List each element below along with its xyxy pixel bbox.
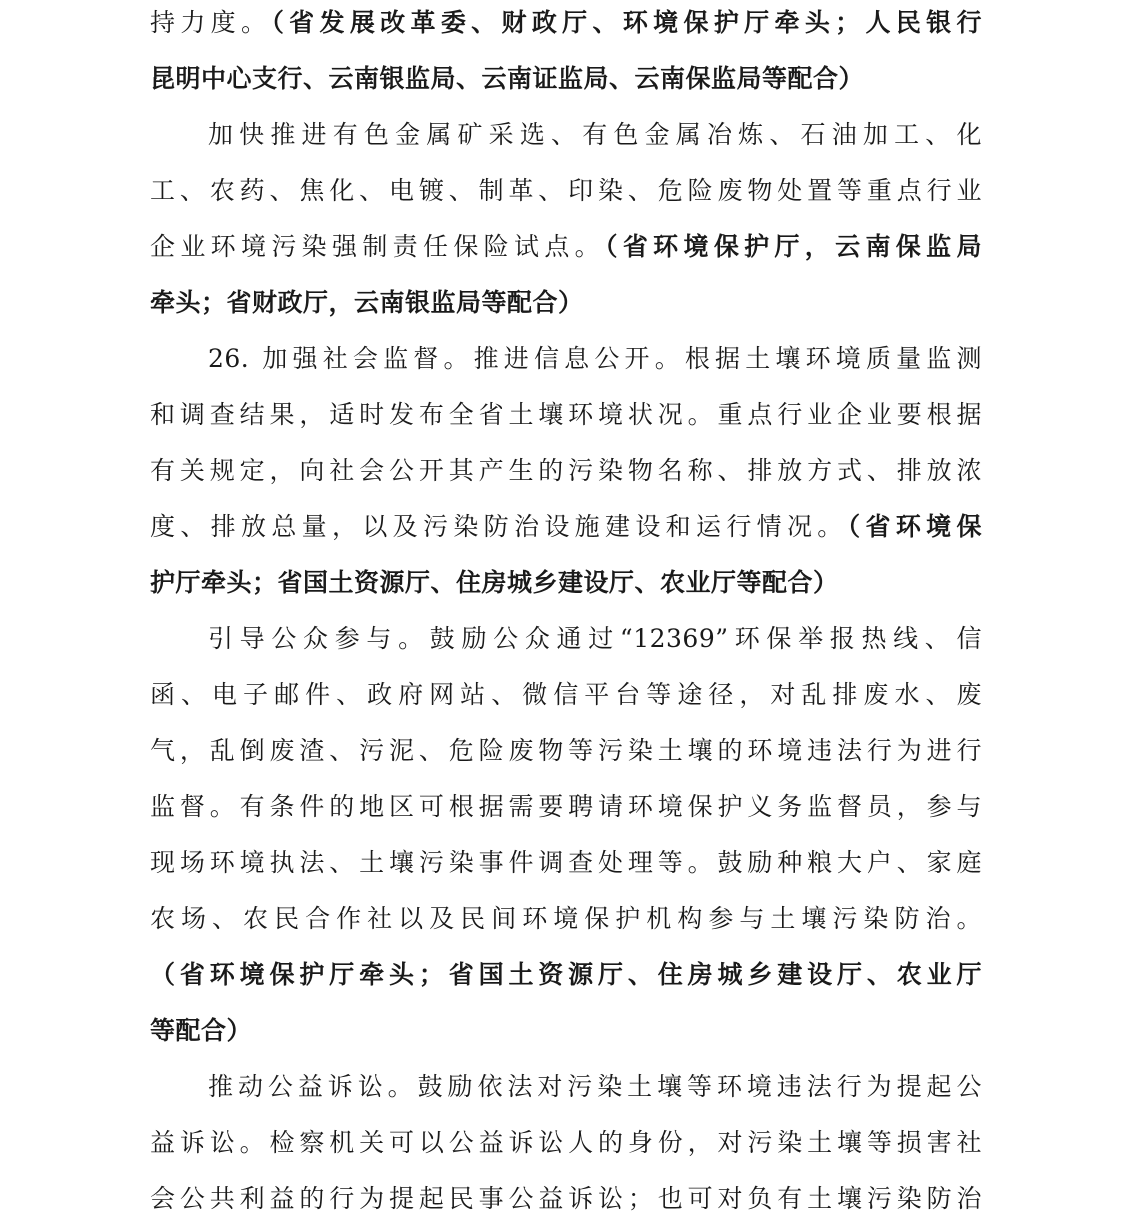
text-line (150, 1179, 982, 1219)
text-line (150, 955, 982, 995)
text-run: 引导公众参与。鼓励公众通过“12369”环保举报热线、信 (208, 624, 982, 653)
text-run: 气，乱倒废渣、污泥、危险废物等污染土壤的环境违法行为进行 (150, 736, 982, 765)
text-line (150, 227, 982, 267)
text-line (150, 675, 982, 715)
text-run-bold: （省环境保护厅牵头；省国土资源厅、住房城乡建设厅、农业厅 (150, 960, 982, 989)
text-line (150, 451, 982, 491)
text-line (150, 395, 982, 435)
paragraph-first-line (150, 115, 982, 155)
text-line (150, 731, 982, 771)
text-run: 农场、农民合作社以及民间环境保护机构参与土壤污染防治。 (150, 904, 982, 933)
text-run: 监督。有条件的地区可根据需要聘请环境保护义务监督员，参与 (150, 792, 982, 821)
text-run: 函、电子邮件、政府网站、微信平台等途径，对乱排废水、废 (150, 680, 982, 709)
text-run: 会公共利益的行为提起民事公益诉讼；也可对负有土壤污染防治 (150, 1184, 982, 1213)
text-run: 工、农药、焦化、电镀、制革、印染、危险废物处置等重点行业 (150, 176, 982, 205)
paragraph-first-line (150, 619, 982, 659)
text-line (150, 283, 982, 323)
text-line (150, 3, 982, 43)
text-run-bold: （省环境保 (847, 512, 982, 541)
text-line (150, 563, 982, 603)
paragraph-first-line (150, 1067, 982, 1107)
text-line (150, 1123, 982, 1163)
text-line (150, 59, 982, 99)
text-line (150, 843, 982, 883)
text-run: 有关规定，向社会公开其产生的污染物名称、排放方式、排放浓 (150, 456, 982, 485)
text-run: 现场环境执法、土壤污染事件调查处理等。鼓励种粮大户、家庭 (150, 848, 982, 877)
text-line (150, 787, 982, 827)
text-line (150, 1011, 982, 1051)
text-run: 度、排放总量，以及污染防治设施建设和运行情况。 (150, 512, 848, 541)
text-run-bold: （省环境保护厅，云南保监局 (604, 232, 982, 261)
text-run: 企业环境污染强制责任保险试点。 (150, 232, 605, 261)
text-line (150, 899, 982, 939)
paragraph-first-line (150, 339, 982, 379)
text-run: 推动公益诉讼。鼓励依法对污染土壤等环境违法行为提起公 (208, 1072, 982, 1101)
text-line (150, 507, 982, 547)
text-run-bold: （省发展改革委、财政厅、环境保护厅牵头；人民银行 (271, 8, 982, 37)
text-run: 加快推进有色金属矿采选、有色金属冶炼、石油加工、化 (208, 120, 982, 149)
text-run: 益诉讼。检察机关可以公益诉讼人的身份，对污染土壤等损害社 (150, 1128, 982, 1157)
text-run-bold: 等配合） (150, 1016, 253, 1045)
text-run: 持力度。 (150, 8, 272, 37)
text-line (150, 171, 982, 211)
text-run-bold: 牵头；省财政厅，云南银监局等配合） (150, 288, 584, 317)
text-run: 和调查结果，适时发布全省土壤环境状况。重点行业企业要根据 (150, 400, 982, 429)
text-run-bold: 昆明中心支行、云南银监局、云南证监局、云南保监局等配合） (150, 64, 865, 93)
text-run: 26. 加强社会监督。推进信息公开。根据土壤环境质量监测 (208, 344, 982, 373)
text-run-bold: 护厅牵头；省国土资源厅、住房城乡建设厅、农业厅等配合） (150, 568, 839, 597)
